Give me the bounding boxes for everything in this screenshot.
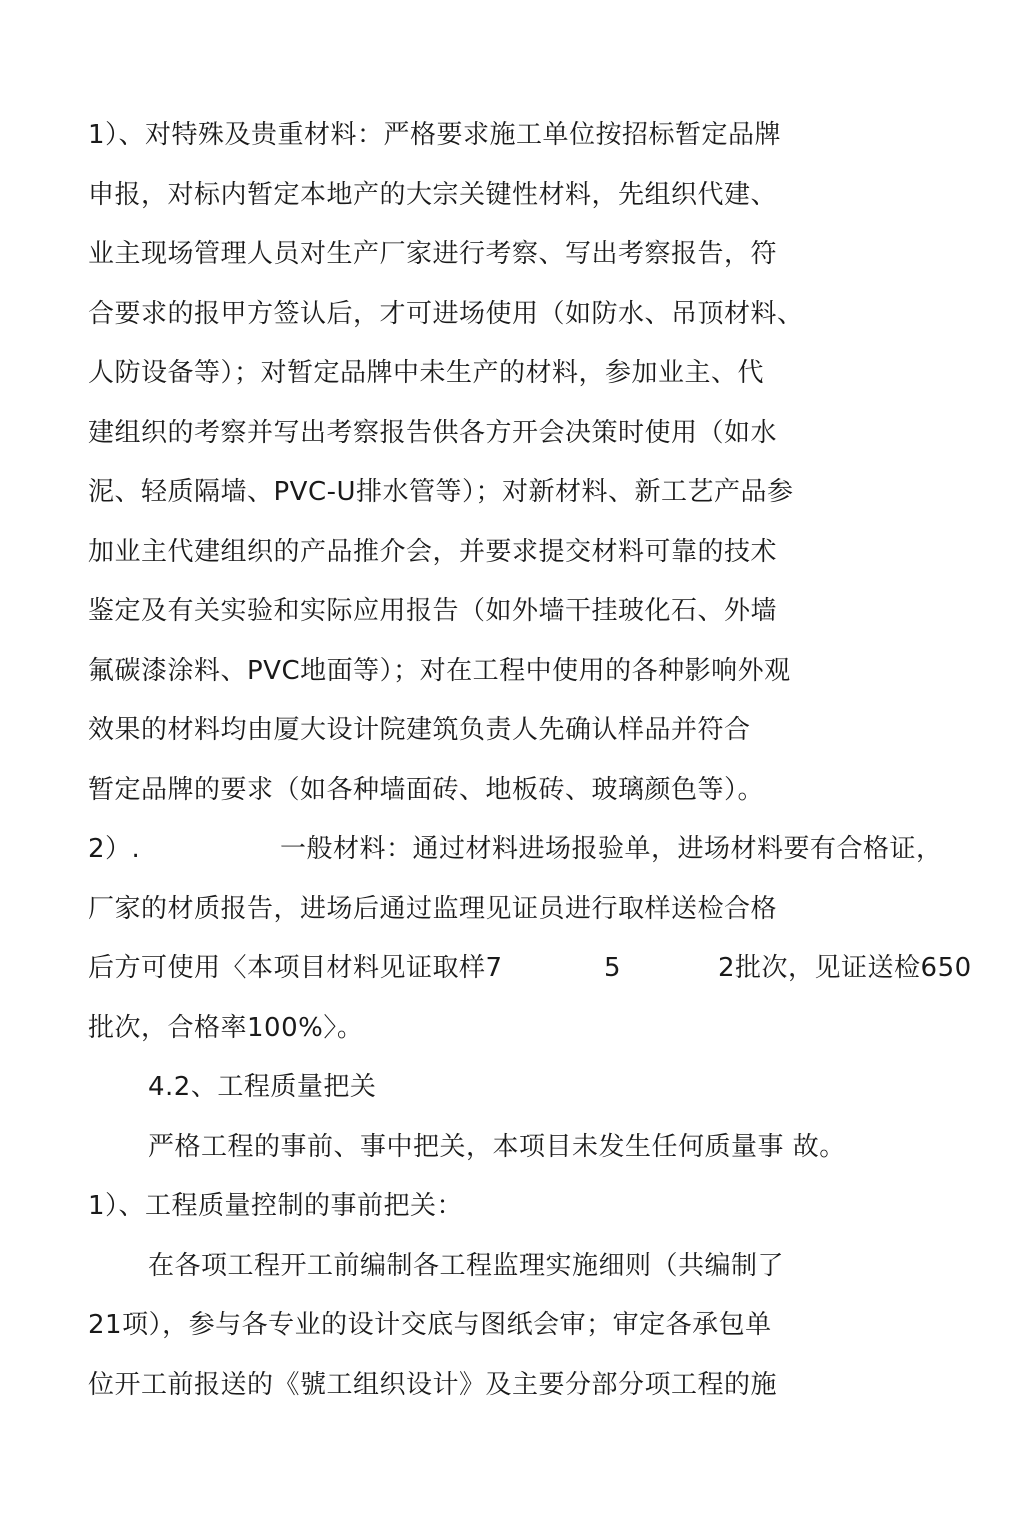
text-line-14: 厂家的材质报告，进场后通过监理见证员进行取样送检合格	[88, 894, 778, 924]
text-line-11: 效果的材料均由厦大设计院建筑负责人先确认样品并符合	[88, 715, 751, 745]
intro-paragraph: 严格工程的事前、事中把关，本项目未发生任何质量事 故。	[148, 1132, 846, 1162]
text-line-8: 加业主代建组织的产品推介会，并要求提交材料可靠的技术	[88, 537, 778, 567]
text-line-2: 申报，对标内暂定本地产的大宗关键性材料，先组织代建、	[88, 180, 778, 210]
text-line-12: 暂定品牌的要求（如各种墙面砖、地板砖、玻璃颜色等）。	[88, 775, 765, 805]
subsection-1-heading: 1）、工程质量控制的事前把关：	[88, 1191, 464, 1221]
text-line-20: 在各项工程开工前编制各工程监理实施细则（共编制了	[148, 1251, 785, 1281]
text-line-16: 批次，合格率100%〉。	[88, 1013, 364, 1043]
sample-line-part-b: 5	[604, 953, 622, 983]
section-heading: 4.2、工程质量把关	[148, 1072, 377, 1102]
text-line-5: 人防设备等）；对暂定品牌中未生产的材料，参加业主、代	[88, 358, 765, 388]
item-2-text: 一般材料：通过材料进场报验单，进场材料要有合格证，	[280, 834, 943, 864]
sample-line-part-c: 2批次，见证送检650	[718, 953, 972, 983]
item-2-number: 2）.	[88, 834, 141, 864]
text-line-4: 合要求的报甲方签认后，才可进场使用（如防水、吊顶材料、	[88, 299, 804, 329]
text-line-21: 21项），参与各专业的设计交底与图纸会审；审定各承包单	[88, 1310, 772, 1340]
text-line-1: 1）、对特殊及贵重材料：严格要求施工单位按招标暂定品牌	[88, 120, 782, 150]
text-line-3: 业主现场管理人员对生产厂家进行考察、写出考察报告，符	[88, 239, 778, 269]
text-line-7: 泥、轻质隔墙、PVC-U排水管等）；对新材料、新工艺产品参	[88, 477, 794, 507]
text-line-10: 氟碳漆涂料、PVC地面等）；对在工程中使用的各种影响外观	[88, 656, 791, 686]
text-line-9: 鉴定及有关实验和实际应用报告（如外墙干挂玻化石、外墙	[88, 596, 778, 626]
text-line-22: 位开工前报送的《號工组织设计》及主要分部分项工程的施	[88, 1370, 778, 1400]
sample-line-part-a: 后方可使用〈本项目材料见证取样7	[88, 953, 503, 983]
text-line-6: 建组织的考察并写出考察报告供各方开会决策时使用（如水	[88, 418, 778, 448]
